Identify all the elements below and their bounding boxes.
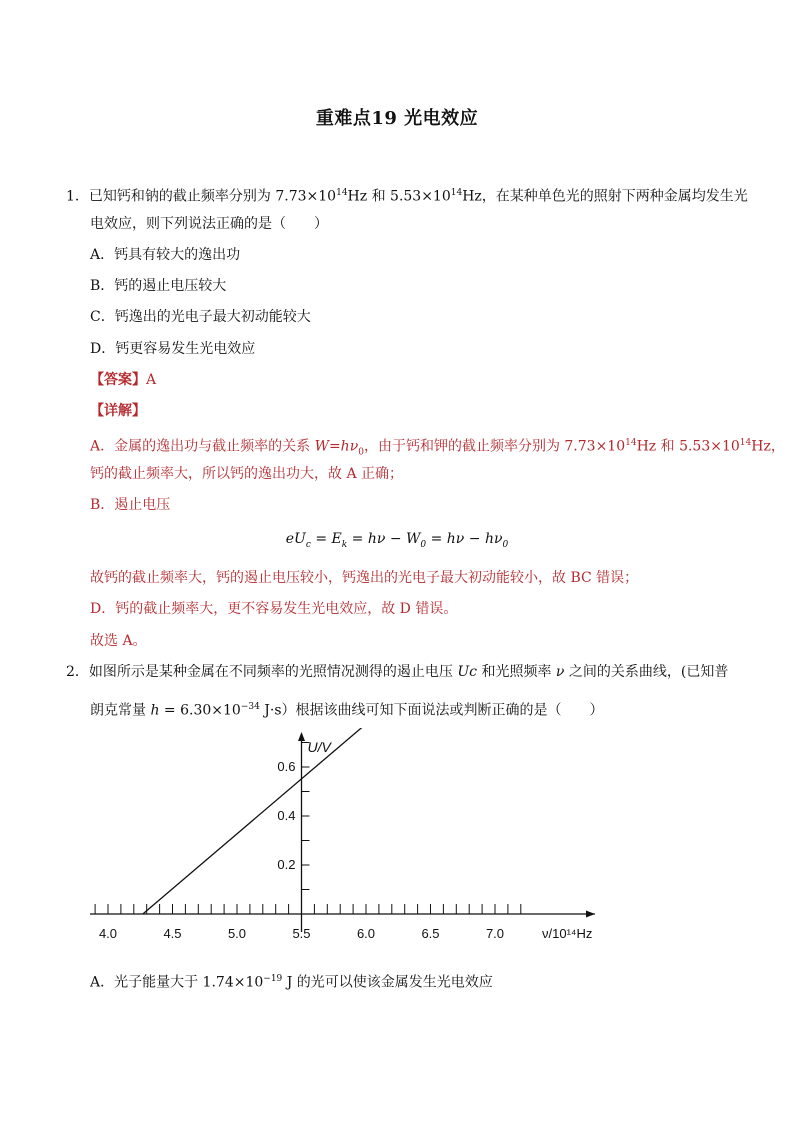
q1-detail-a-line1: A．金属的逸出功与截止频率的关系 $W=h\nu_0$，由于钙和钾的截止频率分别为 $7.73\times 10^{14}Hz$ 和 $5.53\times 10^{14}Hz$， [90, 438, 785, 458]
q1-option-d: D．钙更容易发生光电效应 [90, 341, 256, 357]
q1-number: 1． [66, 188, 89, 205]
x-tick-label: 6.0 [356, 926, 376, 941]
x-axis-label: ν/10¹⁴Hz [542, 926, 593, 941]
q2-stem-line2: 朗克常量 $h = 6.30\times 10^{-34}$ J·s）根据该曲线可知下面说法或判断正确的是（ ） [90, 702, 604, 719]
x-tick-label: 6.5 [421, 926, 440, 941]
x-axis-arrow-icon [586, 911, 595, 918]
q1-option-a: A．钙具有较大的逸出功 [90, 247, 241, 263]
y-axis-arrow-icon [298, 732, 305, 741]
q1-detail-b-conclusion: 故钙的截止频率大，钙的遏止电压较小，钙逸出的光电子最大初动能较小，故 BC 错误； [90, 570, 639, 586]
answer-value: A [146, 372, 157, 388]
y-tick-label: 0.2 [277, 857, 296, 872]
q1-answer [90, 370, 156, 390]
q1-stem-line2: 电效应，则下列说法正确的是（ ） [90, 216, 328, 232]
stopping-voltage-formula: $eU_c = E_k = h\nu - W_0 = h\nu - h\nu_0$ [285, 531, 509, 550]
q1-detail-b-title: B．遏止电压 [90, 497, 171, 513]
q2-option-a: A．光子能量大于 $1.74\times 10^{-19}$ J 的光可以使该金属发生光电效应 [90, 974, 493, 991]
q1-stem-line1: 1．已知钙和钠的截止频率分别为 $7.73\times 10^{14}Hz$ 和 $5.53\times 10^{14}Hz$，在某种单色光的照射下两种金属均发生光 [66, 188, 748, 205]
q1-detail-d: D．钙的截止频率大，更不容易发生光电效应，故 D 错误。 [90, 601, 458, 617]
x-tick-label: 5.5 [292, 926, 311, 941]
chart-ticks [95, 728, 521, 941]
q2-stem-line1: 2．如图所示是某种金属在不同频率的光照情况测得的遏止电压 Uc 和光照频率 ν 之间的关系曲线，(已知普 [66, 664, 729, 680]
x-tick-label: 5.0 [227, 926, 247, 941]
y-tick-label: 0.6 [277, 759, 296, 774]
x-tick-label: 4.0 [98, 926, 118, 941]
x-tick-label: 4.5 [163, 926, 182, 941]
page-title: 重难点19 光电效应 [315, 108, 479, 129]
chart-axes [90, 732, 595, 941]
x-tick-label: 7.0 [485, 926, 505, 941]
q1-detail-a-line2: 钙的截止频率大，所以钙的逸出功大，故 A 正确； [90, 466, 404, 482]
q1-option-c: C．钙逸出的光电子最大初动能较大 [90, 309, 311, 325]
q1-final: 故选 A。 [90, 633, 147, 649]
answer-tag: 【答案】 [90, 372, 146, 388]
detail-tag: 【详解】 [90, 403, 146, 419]
q1-option-b: B．钙的遏止电压较大 [90, 278, 227, 294]
y-tick-label: 0.4 [277, 808, 296, 823]
stopping-voltage-chart [80, 728, 620, 958]
q2-number: 2． [66, 664, 89, 680]
y-axis-label: U/V [307, 739, 331, 755]
